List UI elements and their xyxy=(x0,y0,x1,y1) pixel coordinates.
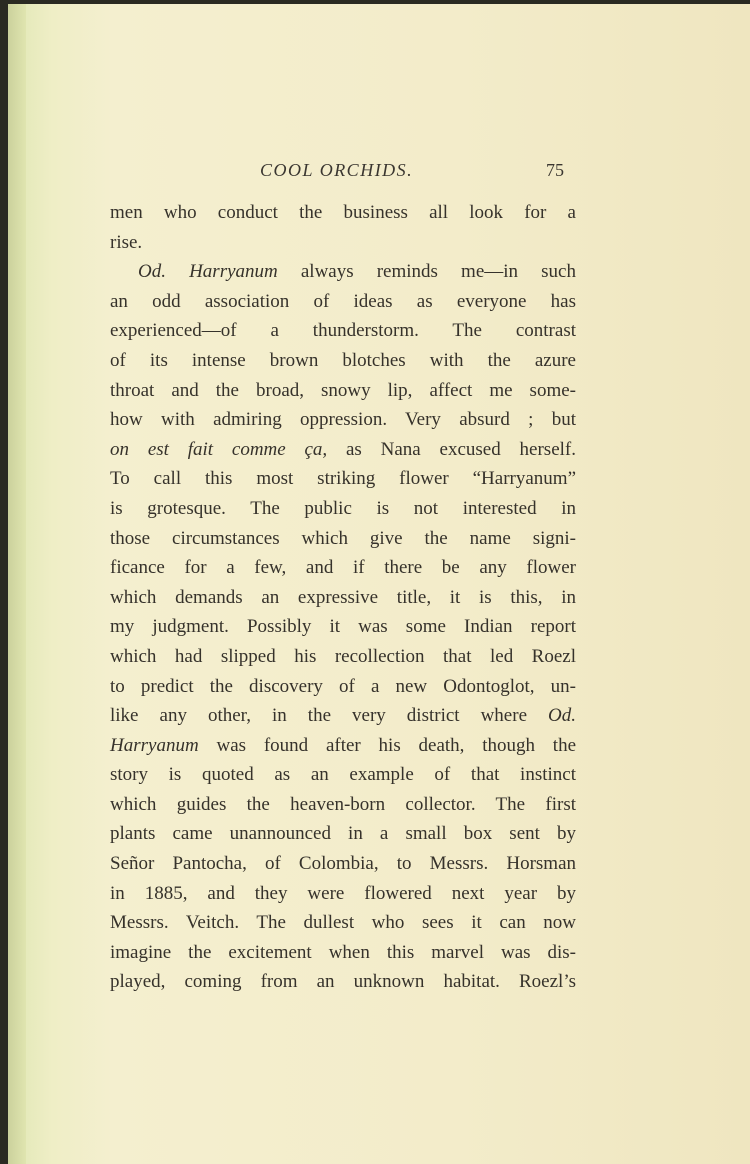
text-line: which demands an expressive title, it is this, in xyxy=(110,586,576,608)
text-line: my judgment. Possibly it was some Indian report xyxy=(110,616,576,638)
text-line xyxy=(110,257,576,287)
text-line: which guides the heaven-born collector. The first xyxy=(110,793,576,815)
text-span: was found after his death, though the xyxy=(198,734,576,756)
italic-french-phrase: on est fait comme ça, xyxy=(110,438,328,460)
text-line: to predict the discovery of a new Odontoglot, un- xyxy=(110,675,576,697)
text-line xyxy=(110,435,576,465)
text-span: like any other, in the very district where xyxy=(110,705,549,727)
text-line: which had slipped his recollection that led Roezl xyxy=(110,645,576,667)
italic-species-name: Harryanum xyxy=(110,734,199,756)
text-line: experienced—of a thunderstorm. The contrast xyxy=(110,320,576,342)
text-line: imagine the excitement when this marvel was dis- xyxy=(110,941,576,963)
text-span: always reminds me—in such xyxy=(277,261,576,283)
text-line: in 1885, and they were flowered next year by xyxy=(110,882,576,904)
page-number: 75 xyxy=(546,160,564,180)
text-line: Señor Pantocha, of Colombia, to Messrs. Horsman xyxy=(110,853,576,875)
text-line: those circumstances which give the name signi- xyxy=(110,527,576,549)
text-line: story is quoted as an example of that instinct xyxy=(110,764,576,786)
text-line xyxy=(110,731,576,761)
text-line: men who conduct the business all look for a xyxy=(110,202,576,223)
text-line: an odd association of ideas as everyone has xyxy=(110,290,576,312)
text-line: plants came unannounced in a small box sent by xyxy=(110,823,576,845)
text-line: played, coming from an unknown habitat. Roezl’s xyxy=(110,971,576,993)
running-title: COOL ORCHIDS. xyxy=(260,160,414,180)
text-line: how with admiring oppression. Very absurd ; but xyxy=(110,409,576,431)
body-text xyxy=(110,198,576,997)
italic-species-name: Od. Harryanum xyxy=(138,261,278,283)
text-span: as Nana excused herself. xyxy=(327,438,576,460)
text-line: throat and the broad, snowy lip, affect me some- xyxy=(110,379,576,401)
italic-species-name: Od. xyxy=(548,705,576,727)
running-head xyxy=(8,160,750,184)
text-line: ficance for a few, and if there be any flower xyxy=(110,557,576,579)
text-line: Messrs. Veitch. The dullest who sees it can now xyxy=(110,912,576,934)
book-page xyxy=(8,4,750,1164)
text-line: of its intense brown blotches with the azure xyxy=(110,349,576,371)
text-line: rise. xyxy=(110,231,143,253)
text-line xyxy=(110,701,576,731)
text-line: is grotesque. The public is not interested in xyxy=(110,497,576,519)
text-line: To call this most striking flower “Harryanum” xyxy=(110,468,576,490)
